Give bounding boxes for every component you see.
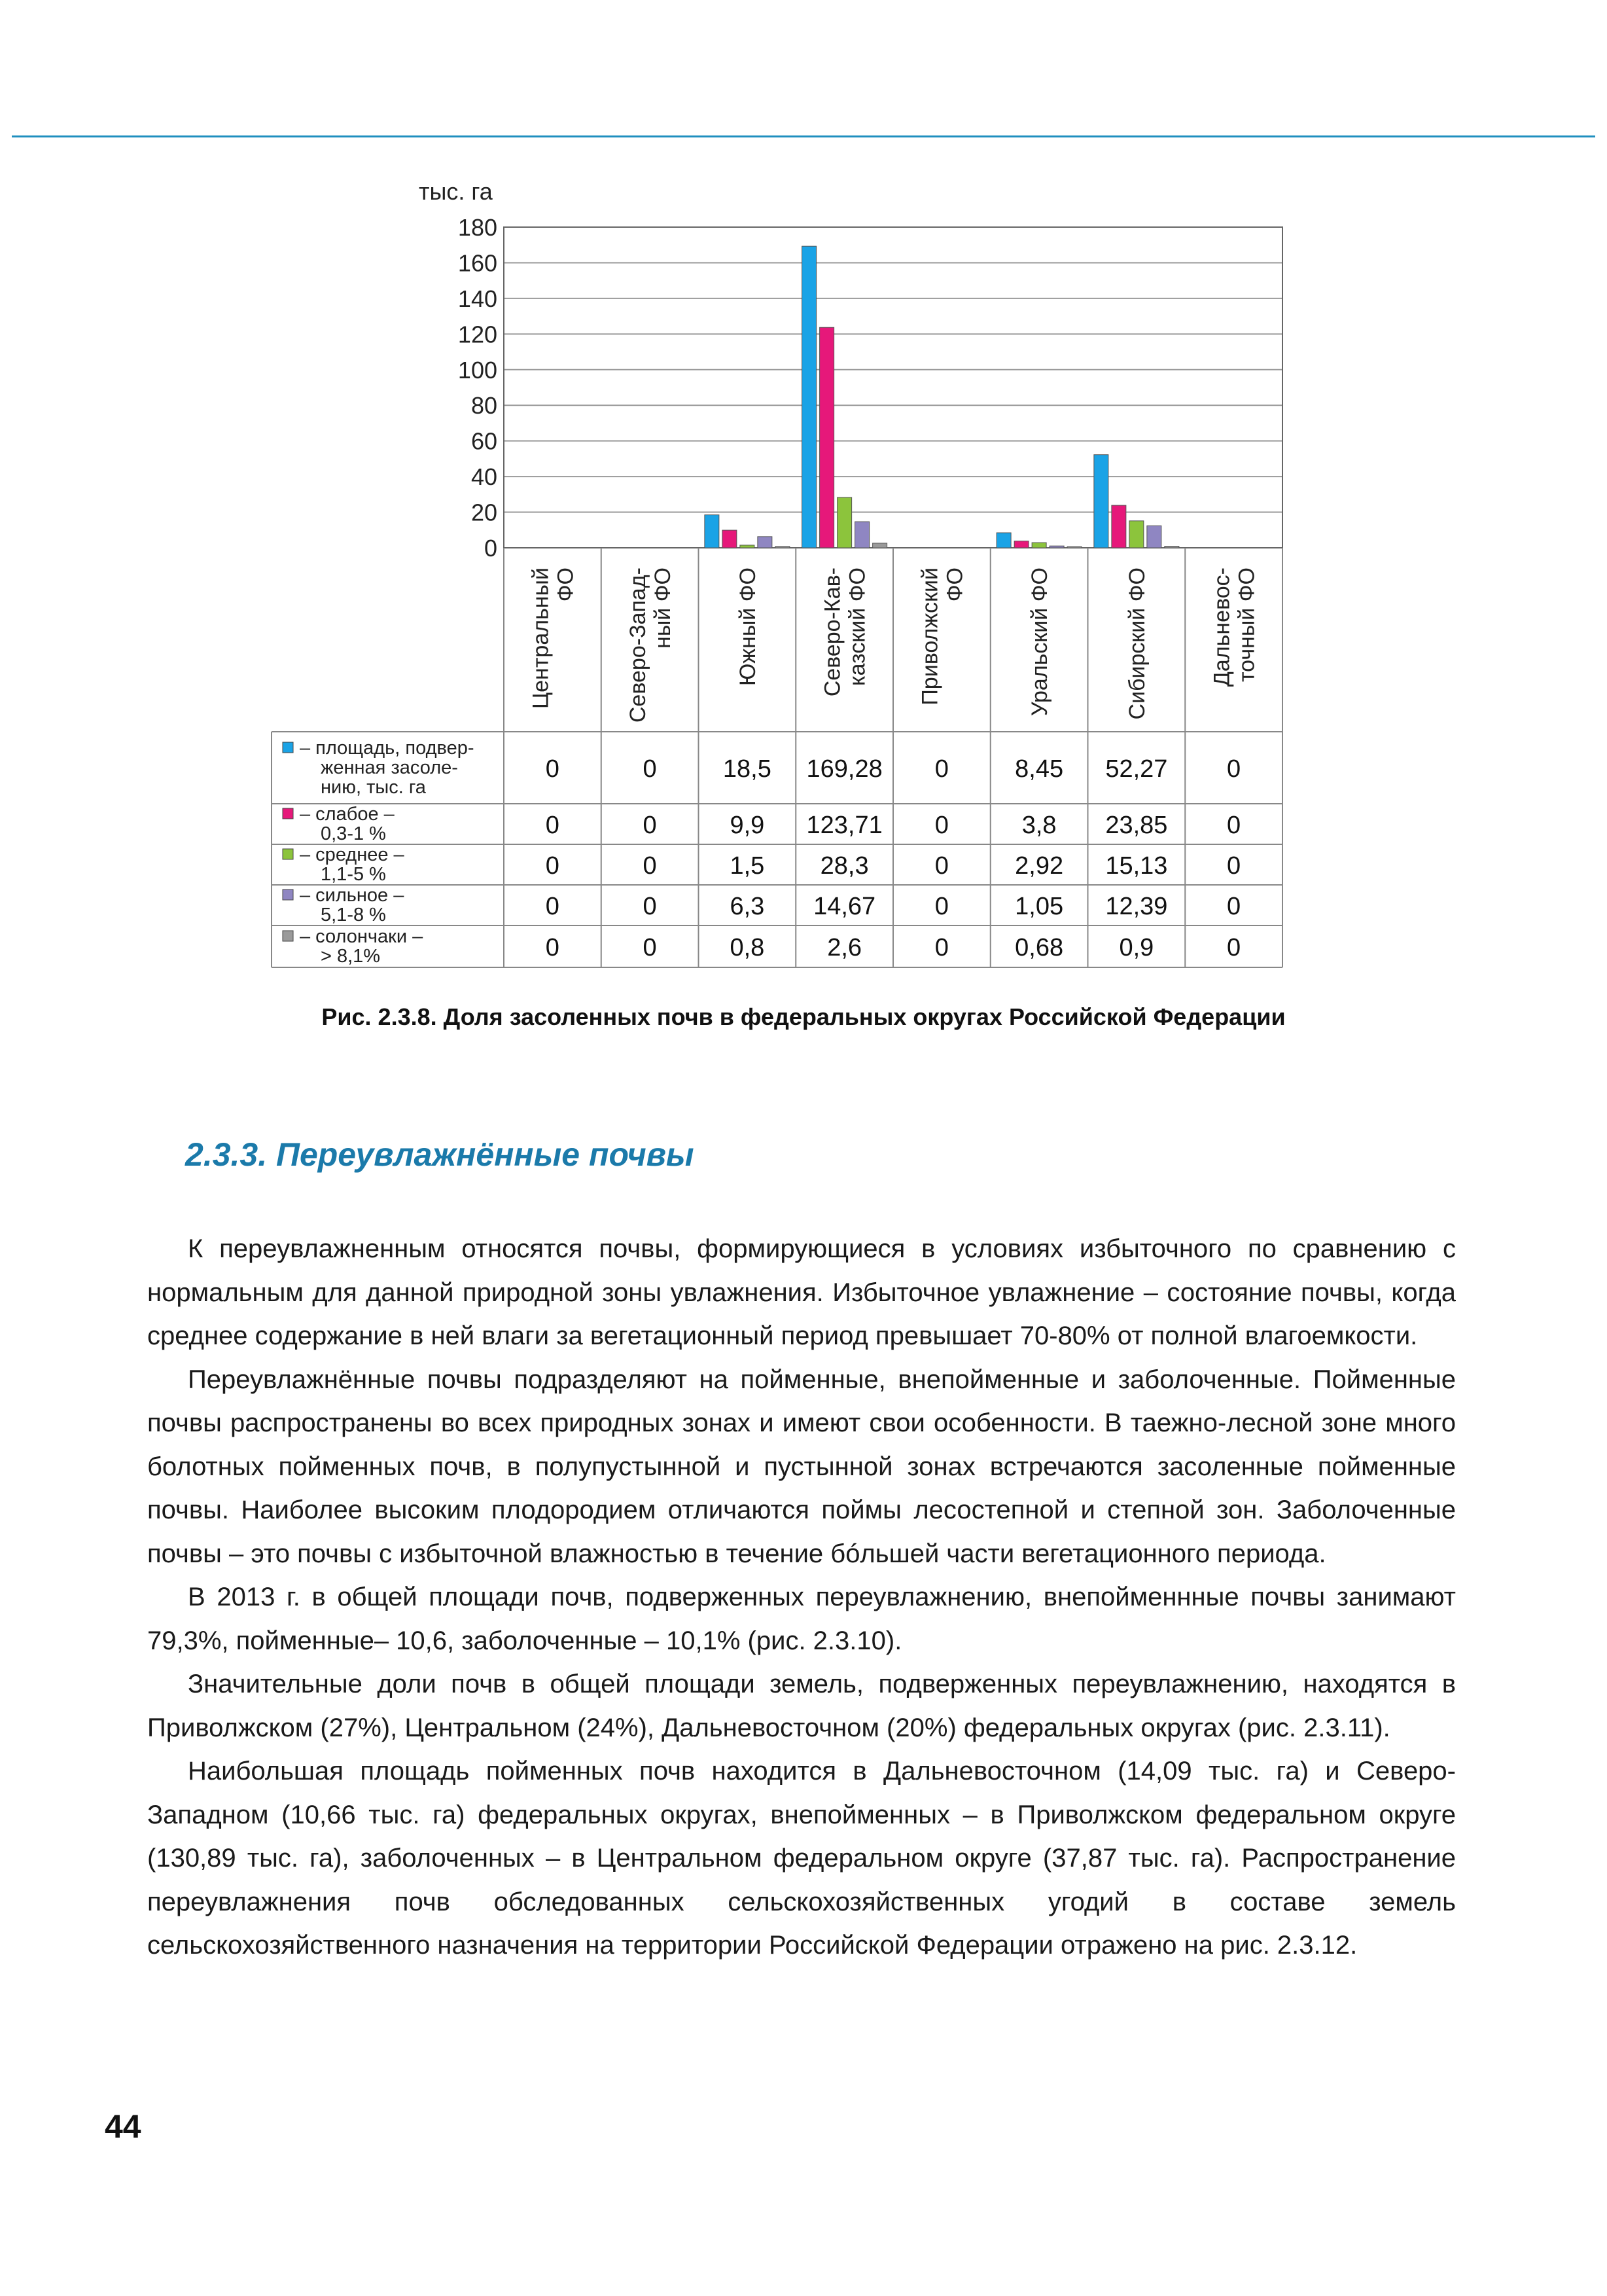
category-label: точный ФО [1234, 567, 1260, 683]
category-label: Центральный [528, 567, 554, 709]
table-value: 12,39 [1105, 893, 1168, 920]
salinity-chart [0, 0, 1607, 982]
table-value: 0 [545, 755, 559, 783]
category-label: Уральский ФО [1027, 567, 1053, 717]
paragraph: Наибольшая площадь пойменных почв находится в Дальневосточном (14,09 тыс. га) и Северо-Западном (10,66 тыс. га) федеральных округах, внепойменных – в Приволжском федеральном округе (130,89 тыс. га), заболоченных – в Центральном федеральном округе (37,87 тыс. га). Распространение переувлажнения почв обследованных сельскохозяйственных угодий в составе земель сельскохозяйственного назначения на территории Российской Федерации отражено на рис. 2.3.12. [147, 1757, 1456, 1960]
paragraph: Переувлажнённые почвы подразделяют на пойменные, внепойменные и заболоченные. Пойменные почвы распространены во всех природных зонах и имеют свои особенности. В таежно-лесной зоне много болотных пойменных почв, в полупустынной и пустынной зонах встречаются засоленные пойменные почвы. Наиболее высоким плодородием отличаются поймы лесостепной и степной зон. Заболоченные почвы – это почвы с избыточной влажностью в течение бóльшей части вегетационного периода. [147, 1365, 1456, 1568]
table-value: 123,71 [806, 812, 883, 839]
legend-label: женная засоле- [321, 757, 458, 778]
table-value: 1,05 [1015, 893, 1064, 920]
legend-label: – площадь, подвер- [300, 738, 474, 759]
bar [1094, 455, 1108, 548]
table-value: 8,45 [1015, 755, 1064, 783]
table-value: 0,9 [1119, 934, 1154, 961]
category-label: Дальневос- [1209, 567, 1235, 687]
paragraph: Значительные доли почв в общей площади земель, подверженных переувлажнению, находятся в Приволжском (27%), Центральном (24%), Дальневосточном (20%) федеральных округах (рис. 2.3.11). [147, 1670, 1456, 1742]
y-tick-label: 100 [457, 356, 497, 384]
table-value: 0,8 [730, 934, 765, 961]
plot-frame [504, 227, 1282, 548]
table-value: 0 [643, 852, 657, 880]
table-value: 15,13 [1105, 852, 1168, 880]
bar [722, 530, 737, 548]
table-value: 0 [643, 893, 657, 920]
y-tick-label: 80 [470, 392, 497, 420]
bar [802, 246, 817, 548]
bar [1129, 521, 1144, 548]
bar [740, 545, 754, 548]
legend-label: 1,1-5 % [321, 864, 386, 885]
bar [855, 522, 870, 548]
category-label: Северо-Кав- [820, 567, 845, 697]
table-value: 9,9 [730, 812, 765, 839]
legend-label: нию, тыс. га [321, 777, 426, 798]
legend-swatch [283, 889, 293, 900]
table-value: 0 [643, 934, 657, 961]
legend-label: – среднее – [300, 844, 404, 865]
y-tick-label: 140 [457, 285, 497, 312]
category-label: ФО [553, 567, 578, 602]
bar [1147, 526, 1161, 548]
bar [1067, 547, 1082, 548]
table-value: 2,6 [827, 934, 862, 961]
legend-label: 0,3-1 % [321, 823, 386, 844]
bar [1165, 547, 1179, 548]
bar [1032, 543, 1046, 548]
y-tick-label: 180 [457, 214, 497, 241]
bar [820, 327, 834, 548]
table-value: 0 [643, 755, 657, 783]
paragraph: В 2013 г. в общей площади почв, подверженных переувлажнению, внепойменнные почвы занимают 79,3%, пойменные– 10,6, заболоченные – 10,1% (рис. 2.3.10). [147, 1583, 1456, 1655]
table-value: 0 [545, 934, 559, 961]
legend-swatch [283, 808, 293, 819]
category-label: Южный ФО [735, 567, 760, 687]
category-label: Приволжский [917, 567, 943, 706]
bar [758, 537, 772, 548]
legend-swatch [283, 931, 293, 941]
table-value: 0 [934, 755, 949, 783]
category-label: Северо-Запад- [626, 567, 651, 723]
body-text [147, 1227, 1456, 1967]
table-value: 6,3 [730, 893, 765, 920]
bar [838, 497, 852, 548]
category-label: ный ФО [650, 567, 676, 649]
table-value: 0 [934, 852, 949, 880]
y-tick-label: 0 [484, 535, 497, 562]
table-value: 23,85 [1105, 812, 1168, 839]
figure-caption: Рис. 2.3.8. Доля засоленных почв в федеральных округах Российской Федерации [321, 1003, 1286, 1030]
table-value: 0 [934, 893, 949, 920]
bar [1112, 505, 1126, 548]
y-tick-label: 120 [457, 321, 497, 348]
table-value: 0,68 [1015, 934, 1064, 961]
y-tick-label: 60 [470, 427, 497, 455]
bar [705, 515, 719, 548]
legend-swatch [283, 849, 293, 859]
table-value: 0 [934, 812, 949, 839]
category-label: Сибирский ФО [1124, 567, 1150, 720]
table-value: 169,28 [806, 755, 883, 783]
table-value: 18,5 [722, 755, 771, 783]
legend-label: – сильное – [300, 885, 404, 906]
table-value: 0 [545, 852, 559, 880]
bar [1014, 541, 1029, 548]
table-value: 14,67 [813, 893, 876, 920]
table-value: 3,8 [1021, 812, 1057, 839]
legend-swatch [283, 742, 293, 753]
y-tick-label: 160 [457, 249, 497, 277]
legend-label: – слабое – [300, 804, 395, 825]
table-value: 2,92 [1015, 852, 1064, 880]
table-value: 1,5 [730, 852, 765, 880]
table-value: 52,27 [1105, 755, 1168, 783]
bar [997, 533, 1011, 548]
category-label: казский ФО [845, 567, 870, 686]
y-tick-label: 40 [470, 463, 497, 491]
legend-label: – солончаки – [300, 926, 423, 947]
table-value: 0 [1227, 934, 1241, 961]
table-value: 0 [1227, 852, 1241, 880]
legend-label: 5,1-8 % [321, 905, 386, 925]
paragraph: К переувлажненным относятся почвы, формирующиеся в условиях избыточного по сравнению с нормальным для данной природной зоны увлажнения. Избыточное увлажнение – состояние почвы, когда среднее содержание в ней влаги за вегетационный период превышает 70-80% от полной влагоемкости. [147, 1234, 1456, 1350]
table-value: 28,3 [820, 852, 869, 880]
table-value: 0 [1227, 893, 1241, 920]
table-value: 0 [643, 812, 657, 839]
page-number: 44 [105, 2108, 141, 2145]
table-value: 0 [1227, 812, 1241, 839]
table-value: 0 [545, 812, 559, 839]
table-value: 0 [545, 893, 559, 920]
bar [775, 547, 790, 548]
section-heading: 2.3.3. Переувлажнённые почвы [185, 1136, 694, 1173]
bar [873, 543, 887, 548]
y-axis-label: тыс. га [419, 178, 493, 205]
category-label: ФО [942, 567, 968, 602]
y-tick-label: 20 [470, 499, 497, 526]
legend-label: > 8,1% [321, 946, 381, 967]
bar [1050, 546, 1064, 548]
table-value: 0 [1227, 755, 1241, 783]
table-value: 0 [934, 934, 949, 961]
